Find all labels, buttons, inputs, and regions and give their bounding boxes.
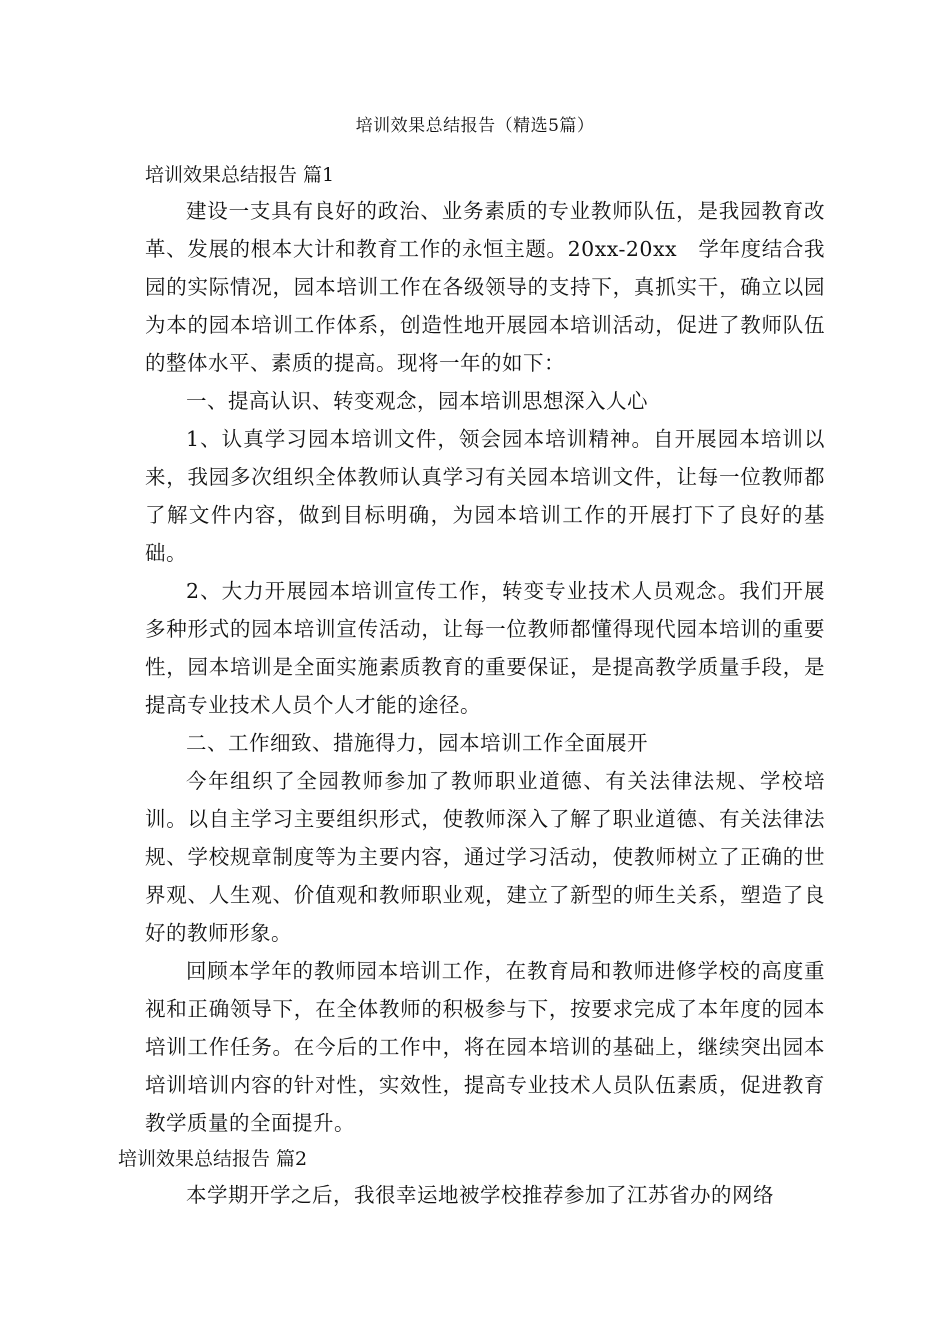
paragraph: 2、大力开展园本培训宣传工作，转变专业技术人员观念。我们开展多种形式的园本培训宣传活动，让每一位教师都懂得现代园本培训的重要性，园本培训是全面实施素质教育的重要保证，是提高教学质量手段，是提高专业技术人员个人才能的途径。 — [145, 579, 825, 717]
document-title: 培训效果总结报告（精选5篇） — [355, 116, 595, 136]
document-body — [118, 158, 825, 1214]
section-heading-1: 培训效果总结报告 篇1 — [145, 164, 335, 186]
paragraph: 回顾本学年的教师园本培训工作，在教育局和教师进修学校的高度重视和正确领导下，在全体教师的积极参与下，按要求完成了本年度的园本培训工作任务。在今后的工作中，将在园本培训的基础上，继续突出园本培训培训内容的针对性，实效性，提高专业技术人员队伍素质，促进教育教学质量的全面提升。 — [145, 959, 825, 1135]
paragraph: 今年组织了全园教师参加了教师职业道德、有关法律法规、学校培训。以自主学习主要组织形式，使教师深入了解了职业道德、有关法律法规、学校规章制度等为主要内容，通过学习活动，使教师树立了正确的世界观、人生观、价值观和教师职业观，建立了新型的师生关系，塑造了良好的教师形象。 — [145, 769, 825, 945]
subheading: 一、提高认识、转变观念，园本培训思想深入人心 — [186, 389, 648, 413]
paragraph: 建设一支具有良好的政治、业务素质的专业教师队伍，是我园教育改革、发展的根本大计和教育工作的永恒主题。20xx-20xx 学年度结合我园的实际情况，园本培训工作在各级领导的支持下，真抓实干，确立以园为本的园本培训工作体系，创造性地开展园本培训活动，促进了教师队伍的整体水平、素质的提高。现将一年的如下： — [145, 199, 825, 375]
section-heading-2: 培训效果总结报告 篇2 — [118, 1148, 308, 1170]
subheading: 二、工作细致、措施得力，园本培训工作全面展开 — [186, 731, 648, 755]
paragraph: 1、认真学习园本培训文件，领会园本培训精神。自开展园本培训以来，我园多次组织全体教师认真学习有关园本培训文件，让每一位教师都了解文件内容，做到目标明确，为园本培训工作的开展打下了良好的基础。 — [145, 427, 825, 565]
paragraph: 本学期开学之后，我很幸运地被学校推荐参加了江苏省办的网络 — [186, 1183, 774, 1207]
